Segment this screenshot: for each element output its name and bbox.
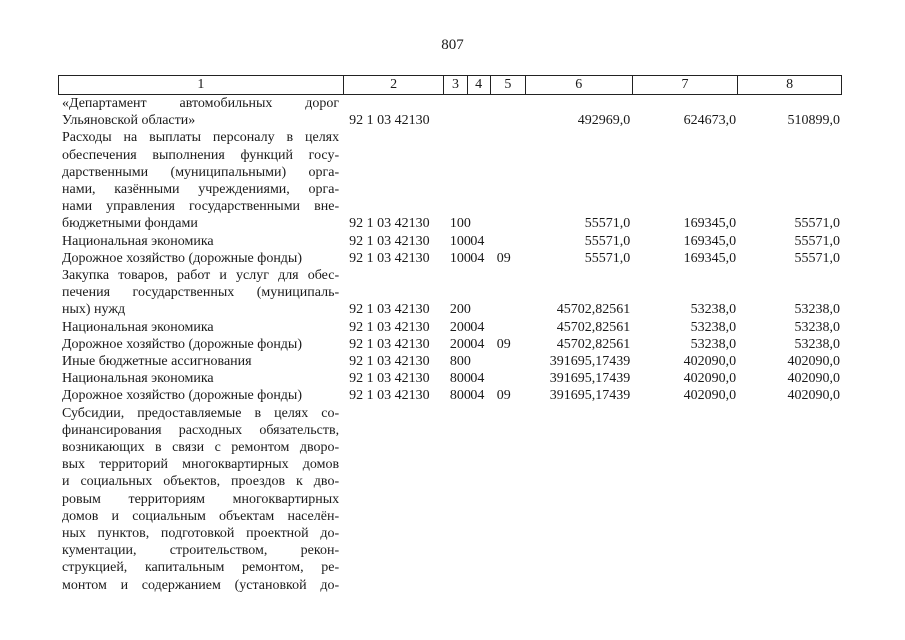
row-name-line: Расходы на выплаты персоналу в целях <box>62 130 340 146</box>
target-article-code: 92 1 03 42130 <box>349 354 430 370</box>
subsection-code <box>491 95 526 129</box>
table-row <box>58 319 842 336</box>
row-name-line: дарственными (муниципальными) орга- <box>62 164 340 180</box>
amount-col-8: 55571,0 <box>794 233 840 249</box>
table-body <box>58 95 842 594</box>
amount-col-6 <box>525 405 632 594</box>
amount-col-6: 45702,82561 <box>556 302 631 318</box>
row-name-line: и социальных объектов, проездов к дво- <box>62 474 340 490</box>
row-name-line: ных пунктов, подготовкой проектной до- <box>62 526 340 542</box>
amount-col-8: 53238,0 <box>794 336 840 352</box>
section-code: 04 <box>470 319 485 335</box>
subsection-code: 09 <box>496 388 511 404</box>
row-name-line: струкцией, капитальным ремонтом, ре- <box>62 560 340 576</box>
target-article-code <box>345 405 446 594</box>
target-article-code: 92 1 03 42130 <box>349 371 430 387</box>
amount-col-7: 53238,0 <box>690 302 737 318</box>
subsection-code <box>491 353 526 370</box>
target-article-code: 92 1 03 42130 <box>349 250 430 266</box>
expense-type-code <box>446 95 468 129</box>
row-name <box>58 336 345 353</box>
section-code: 04 <box>470 371 485 387</box>
header-col-8: 8 <box>738 76 842 95</box>
row-name <box>58 95 345 129</box>
expense-type-code: 100 <box>449 233 471 249</box>
subsection-code <box>491 267 526 319</box>
amount-col-6: 391695,17439 <box>549 354 631 370</box>
table-row <box>58 336 842 353</box>
row-name <box>58 387 345 404</box>
page-number: 807 <box>441 37 464 53</box>
amount-col-6: 55571,0 <box>584 216 631 232</box>
row-name <box>58 233 345 250</box>
row-name <box>58 267 345 319</box>
header-col-2: 2 <box>343 76 444 95</box>
header-col-7: 7 <box>632 76 738 95</box>
expense-type-code: 800 <box>449 371 471 387</box>
amount-col-7: 169345,0 <box>683 233 737 249</box>
section-code: 04 <box>470 336 485 352</box>
row-name <box>58 405 345 594</box>
row-name-line: Национальная экономика <box>62 319 214 335</box>
header-col-5: 5 <box>490 76 525 95</box>
budget-table <box>58 95 842 594</box>
row-name-line: Ульяновской области» <box>62 113 196 129</box>
subsection-code: 09 <box>496 336 511 352</box>
subsection-code <box>491 319 526 336</box>
row-name-line: Дорожное хозяйство (дорожные фонды) <box>62 250 303 266</box>
amount-col-6: 45702,82561 <box>556 319 631 335</box>
amount-col-8: 402090,0 <box>787 371 840 387</box>
row-name-line: печения государственных (муниципаль- <box>62 285 340 301</box>
table-row <box>58 267 842 319</box>
section-code <box>468 129 490 232</box>
row-name-line: ровым территориям многоквартирных <box>62 491 340 507</box>
amount-col-7: 53238,0 <box>690 319 737 335</box>
row-name <box>58 129 345 232</box>
table-row <box>58 387 842 404</box>
expense-type-code: 800 <box>449 388 471 404</box>
amount-col-6: 492969,0 <box>577 113 631 129</box>
section-code: 04 <box>470 388 485 404</box>
target-article-code: 92 1 03 42130 <box>349 388 430 404</box>
table-row <box>58 233 842 250</box>
row-name-line: ных) нужд <box>62 302 126 318</box>
amount-col-8: 402090,0 <box>787 354 840 370</box>
table-row <box>58 250 842 267</box>
row-name-line: Иные бюджетные ассигнования <box>62 354 252 370</box>
section-code <box>468 267 490 319</box>
row-name <box>58 319 345 336</box>
table-row <box>58 353 842 370</box>
target-article-code: 92 1 03 42130 <box>349 336 430 352</box>
expense-type-code: 200 <box>449 319 471 335</box>
column-number-header <box>58 75 842 95</box>
amount-col-6: 55571,0 <box>584 233 631 249</box>
amount-col-6: 391695,17439 <box>549 388 631 404</box>
row-name-line: домов и социальным объектам населён- <box>62 508 340 524</box>
row-name-line: возникающих в связи с ремонтом дворо- <box>62 440 340 456</box>
row-name-line: кументации, строительством, рекон- <box>62 543 340 559</box>
amount-col-6: 45702,82561 <box>556 336 631 352</box>
target-article-code: 92 1 03 42130 <box>349 319 430 335</box>
row-name-line: «Департамент автомобильных дорог <box>62 96 340 111</box>
target-article-code: 92 1 03 42130 <box>349 233 430 249</box>
row-name-line: Субсидии, предоставляемые в целях со- <box>62 405 340 421</box>
row-name-line: финансирования расходных обязательств, <box>62 422 340 438</box>
row-name-line: обеспечения выполнения функций госу- <box>62 147 340 163</box>
subsection-code <box>491 405 526 594</box>
row-name-line: Закупка товаров, работ и услуг для обес- <box>62 268 340 284</box>
target-article-code: 92 1 03 42130 <box>349 302 430 318</box>
row-name-line: Дорожное хозяйство (дорожные фонды) <box>62 388 303 404</box>
row-name-line: Дорожное хозяйство (дорожные фонды) <box>62 336 303 352</box>
row-name-line: вых территорий многоквартирных домов <box>62 457 340 473</box>
table-row <box>58 95 842 129</box>
expense-type-code: 800 <box>449 354 471 370</box>
row-name-line: нами управления государственными вне- <box>62 199 340 215</box>
row-name <box>58 250 345 267</box>
amount-col-7 <box>632 405 738 594</box>
expense-type-code: 100 <box>449 216 471 232</box>
amount-col-6: 391695,17439 <box>549 371 631 387</box>
amount-col-7: 402090,0 <box>683 371 737 387</box>
expense-type-code: 200 <box>449 302 471 318</box>
row-name-line: Национальная экономика <box>62 233 214 249</box>
amount-col-8: 402090,0 <box>787 388 840 404</box>
expense-type-code <box>446 405 468 594</box>
target-article-code: 92 1 03 42130 <box>349 113 430 129</box>
table-row <box>58 129 842 232</box>
amount-col-8 <box>738 405 842 594</box>
row-name-line: Национальная экономика <box>62 371 214 387</box>
subsection-code <box>491 370 526 387</box>
amount-col-7: 53238,0 <box>690 336 737 352</box>
header-col-1: 1 <box>59 76 344 95</box>
subsection-code <box>491 233 526 250</box>
section-code: 04 <box>470 250 485 266</box>
amount-col-7: 624673,0 <box>683 113 737 129</box>
amount-col-7: 402090,0 <box>683 388 737 404</box>
expense-type-code: 100 <box>449 250 471 266</box>
amount-col-8: 510899,0 <box>787 113 840 129</box>
header-col-3: 3 <box>444 76 467 95</box>
amount-col-6: 55571,0 <box>584 250 631 266</box>
amount-col-7: 169345,0 <box>683 250 737 266</box>
section-code <box>468 405 490 594</box>
row-name-line: монтом и содержанием (установкой до- <box>62 577 340 593</box>
header-col-4: 4 <box>467 76 490 95</box>
row-name-line: бюджетными фондами <box>62 216 198 232</box>
amount-col-8: 55571,0 <box>794 216 840 232</box>
expense-type-code: 200 <box>449 336 471 352</box>
amount-col-7: 402090,0 <box>683 354 737 370</box>
section-code <box>468 353 490 370</box>
target-article-code: 92 1 03 42130 <box>349 216 430 232</box>
subsection-code <box>491 129 526 232</box>
amount-col-8: 53238,0 <box>794 319 840 335</box>
section-code <box>468 95 490 129</box>
row-name <box>58 353 345 370</box>
amount-col-8: 53238,0 <box>794 302 840 318</box>
subsection-code: 09 <box>496 250 511 266</box>
table-row <box>58 370 842 387</box>
header-col-6: 6 <box>525 76 632 95</box>
amount-col-7: 169345,0 <box>683 216 737 232</box>
row-name-line: нами, казёнными учреждениями, орга- <box>62 182 340 198</box>
amount-col-8: 55571,0 <box>794 250 840 266</box>
section-code: 04 <box>470 233 485 249</box>
table-row <box>58 405 842 594</box>
row-name <box>58 370 345 387</box>
